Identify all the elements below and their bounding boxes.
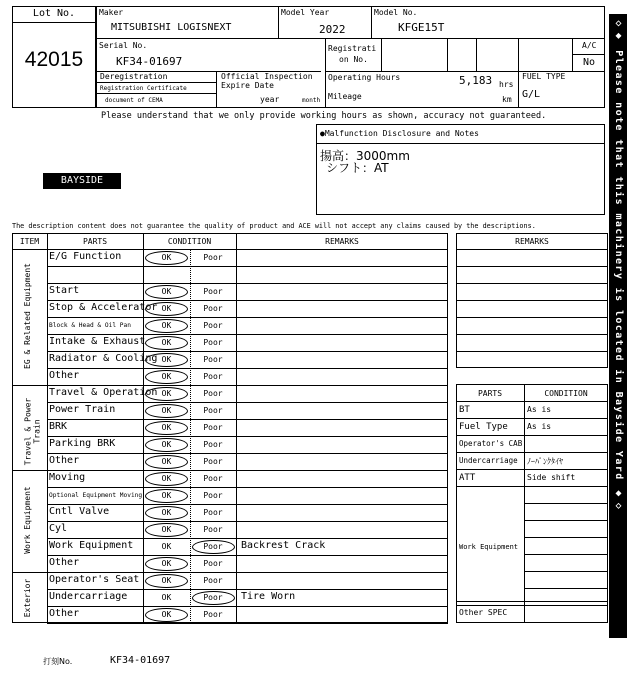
- part-label: Stop & Accelerator: [49, 302, 158, 313]
- selected-condition-circle: [145, 489, 188, 503]
- part-label: E/G Function: [49, 251, 122, 262]
- condition-poor[interactable]: Poor: [203, 355, 223, 364]
- part-label: Moving: [49, 472, 86, 483]
- selected-condition-circle: [145, 370, 188, 384]
- condition-ok[interactable]: OK: [161, 593, 172, 602]
- condition-ok[interactable]: OK: [161, 253, 172, 262]
- inspection-label: Official Inspection: [221, 72, 313, 81]
- part-label: Block & Head & Oil Pan: [49, 322, 131, 329]
- selected-condition-circle: [145, 319, 188, 333]
- condition-ok[interactable]: OK: [161, 372, 172, 381]
- selected-condition-circle: [145, 251, 188, 265]
- mileage-label: Mileage: [328, 92, 362, 101]
- model-year-value: 2022: [319, 23, 346, 36]
- right-remarks-header: REMARKS: [515, 237, 549, 246]
- condition-poor[interactable]: Poor: [203, 253, 223, 262]
- condition-poor[interactable]: Poor: [203, 457, 223, 466]
- part-label: Other: [49, 608, 80, 619]
- km-unit: km: [502, 95, 512, 104]
- deregistration-label: Deregistration: [100, 72, 168, 81]
- condition-ok[interactable]: OK: [161, 406, 172, 415]
- ac-label: A/C: [582, 41, 597, 50]
- selected-condition-circle: [145, 336, 188, 350]
- selected-condition-circle: [145, 574, 188, 588]
- condition-ok[interactable]: OK: [161, 576, 172, 585]
- disclaimer: The description content does not guarantee the quality of product and ACE will not accept any claims caused by the descriptions.: [12, 222, 536, 230]
- right-part-label: Undercarriage: [459, 456, 518, 465]
- condition-ok[interactable]: OK: [161, 304, 172, 313]
- right-other-spec-label: Other SPEC: [459, 608, 508, 617]
- part-label: Parking BRK: [49, 438, 116, 449]
- condition-ok[interactable]: OK: [161, 491, 172, 500]
- selected-condition-circle: [145, 302, 188, 316]
- group-eg-related-equipment: EG & Related Equipment: [23, 263, 32, 369]
- condition-poor[interactable]: Poor: [203, 559, 223, 568]
- condition-poor[interactable]: Poor: [203, 440, 223, 449]
- part-label: BRK: [49, 421, 68, 432]
- month-label: month: [302, 97, 321, 104]
- operating-hours-value: 5,183: [459, 74, 493, 87]
- maker-value: MITSUBISHI LOGISNEXT: [111, 22, 232, 33]
- selected-condition-circle: [145, 472, 188, 486]
- part-label: Other: [49, 455, 80, 466]
- model-no-value: KFGE15T: [398, 21, 445, 34]
- selected-condition-circle: [192, 591, 235, 605]
- condition-ok[interactable]: OK: [161, 542, 172, 551]
- cema-document-label: document of CEMA: [105, 97, 163, 104]
- right-part-label: ATT: [459, 473, 476, 483]
- header-parts: PARTS: [82, 237, 108, 246]
- fuel-type-label: FUEL TYPE: [522, 72, 566, 81]
- condition-ok[interactable]: OK: [161, 389, 172, 398]
- part-label: Cntl Valve: [49, 506, 110, 517]
- malfunction-note-shift: シフト：AT: [326, 161, 389, 175]
- part-label: Undercarriage: [49, 591, 128, 602]
- part-label: Operator's Seat: [49, 574, 140, 585]
- stamp-value: KF34-01697: [110, 655, 171, 666]
- registration-certificate-label: Registration Certificate: [100, 85, 187, 92]
- condition-poor[interactable]: Poor: [203, 593, 223, 602]
- part-label: Power Train: [49, 404, 116, 415]
- right-condition-value: As is: [527, 422, 552, 431]
- selected-condition-circle: [145, 285, 188, 299]
- condition-ok[interactable]: OK: [161, 508, 172, 517]
- part-label: Radiator & Cooling: [49, 353, 158, 364]
- condition-ok[interactable]: OK: [161, 321, 172, 330]
- condition-ok[interactable]: OK: [161, 287, 172, 296]
- header-condition: CONDITION: [167, 237, 212, 246]
- right-part-label: Fuel Type: [459, 422, 508, 432]
- selected-condition-circle: [145, 506, 188, 520]
- malfunction-title: ●Malfunction Disclosure and Notes: [320, 129, 479, 138]
- condition-poor[interactable]: Poor: [203, 491, 223, 500]
- selected-condition-circle: [145, 387, 188, 401]
- condition-ok[interactable]: OK: [161, 355, 172, 364]
- condition-ok[interactable]: OK: [161, 525, 172, 534]
- right-part-label: BT: [459, 405, 470, 415]
- right-condition-value: As is: [527, 405, 552, 414]
- location-sidebar: [609, 14, 627, 638]
- location-sidebar-text: ◇◆ Please note that this machinery is located in Bayside Yard ◆◇: [613, 18, 624, 513]
- model-no-label: Model No.: [374, 8, 418, 17]
- condition-poor[interactable]: Poor: [203, 287, 223, 296]
- condition-poor[interactable]: Poor: [203, 304, 223, 313]
- hrs-unit: hrs: [499, 80, 514, 89]
- serial-label: Serial No.: [99, 41, 148, 50]
- condition-ok[interactable]: OK: [161, 474, 172, 483]
- group-work-equipment: Work Equipment: [23, 486, 32, 554]
- inspection-label-2: Expire Date: [221, 81, 274, 90]
- serial-value: KF34-01697: [116, 55, 183, 68]
- ac-value: No: [583, 57, 596, 68]
- malfunction-note-lift-height: 揚高：3000mm: [320, 149, 410, 163]
- part-label: Travel & Operation: [49, 387, 158, 398]
- condition-ok[interactable]: OK: [161, 423, 172, 432]
- lot-label: Lot No.: [32, 8, 76, 19]
- part-label: Intake & Exhaust: [49, 336, 146, 347]
- right-condition-value: ﾉｰﾊﾟﾝｸﾀｲﾔ: [527, 457, 563, 466]
- selected-condition-circle: [145, 523, 188, 537]
- year-label: year: [260, 95, 280, 104]
- right-part-label: Operator's CAB: [459, 439, 523, 448]
- condition-poor[interactable]: Poor: [203, 525, 223, 534]
- remark-text: Backrest Crack: [241, 540, 326, 551]
- part-label: Start: [49, 285, 80, 296]
- part-label: Work Equipment: [49, 540, 134, 551]
- part-label: Cyl: [49, 523, 68, 534]
- right-parts-header: PARTS: [477, 389, 503, 398]
- condition-ok[interactable]: OK: [161, 610, 172, 619]
- selected-condition-circle: [145, 353, 188, 367]
- hours-notice: Please understand that we only provide working hours as shown, accuracy not guaranteed.: [101, 111, 547, 121]
- header-item: ITEM: [19, 237, 40, 246]
- remark-text: Tire Worn: [241, 591, 296, 602]
- location-badge: BAYSIDE: [43, 173, 121, 189]
- condition-ok[interactable]: OK: [161, 338, 172, 347]
- condition-poor[interactable]: Poor: [203, 576, 223, 585]
- maker-label: Maker: [99, 8, 124, 17]
- part-label: Optional Equipment Moving: [49, 492, 143, 499]
- right-condition-header: CONDITION: [544, 389, 588, 398]
- selected-condition-circle: [145, 455, 188, 469]
- part-label: Other: [49, 370, 80, 381]
- fuel-type-value: G/L: [522, 89, 541, 100]
- part-label: Other: [49, 557, 80, 568]
- registration-label: Registrati: [328, 44, 377, 53]
- condition-poor[interactable]: Poor: [203, 610, 223, 619]
- selected-condition-circle: [192, 540, 235, 554]
- stamp-label: 打刻No.: [43, 657, 73, 666]
- condition-poor[interactable]: Poor: [203, 338, 223, 347]
- right-condition-value: Side shift: [527, 473, 576, 482]
- condition-poor[interactable]: Poor: [203, 508, 223, 517]
- condition-poor[interactable]: Poor: [203, 372, 223, 381]
- condition-ok[interactable]: OK: [161, 457, 172, 466]
- condition-poor[interactable]: Poor: [203, 542, 223, 551]
- selected-condition-circle: [145, 404, 188, 418]
- group-travel-power-train-2: Train: [32, 419, 42, 444]
- group-travel-power-train: Travel & Power: [23, 397, 33, 466]
- condition-poor[interactable]: Poor: [203, 423, 223, 432]
- condition-poor[interactable]: Poor: [203, 389, 223, 398]
- model-year-label: Model Year: [281, 8, 330, 17]
- condition-poor[interactable]: Poor: [203, 321, 223, 330]
- selected-condition-circle: [145, 438, 188, 452]
- right-work-equipment-label: Work Equipment: [459, 543, 519, 551]
- condition-ok[interactable]: OK: [161, 440, 172, 449]
- lot-number: 42015: [24, 48, 84, 71]
- operating-hours-label: Operating Hours: [328, 73, 401, 82]
- condition-poor[interactable]: Poor: [203, 406, 223, 415]
- selected-condition-circle: [145, 421, 188, 435]
- registration-label-2: on No.: [339, 55, 368, 64]
- condition-poor[interactable]: Poor: [203, 474, 223, 483]
- header-remarks: REMARKS: [325, 237, 359, 246]
- selected-condition-circle: [145, 608, 188, 622]
- selected-condition-circle: [145, 557, 188, 571]
- group-exterior: Exterior: [23, 578, 32, 618]
- condition-ok[interactable]: OK: [161, 559, 172, 568]
